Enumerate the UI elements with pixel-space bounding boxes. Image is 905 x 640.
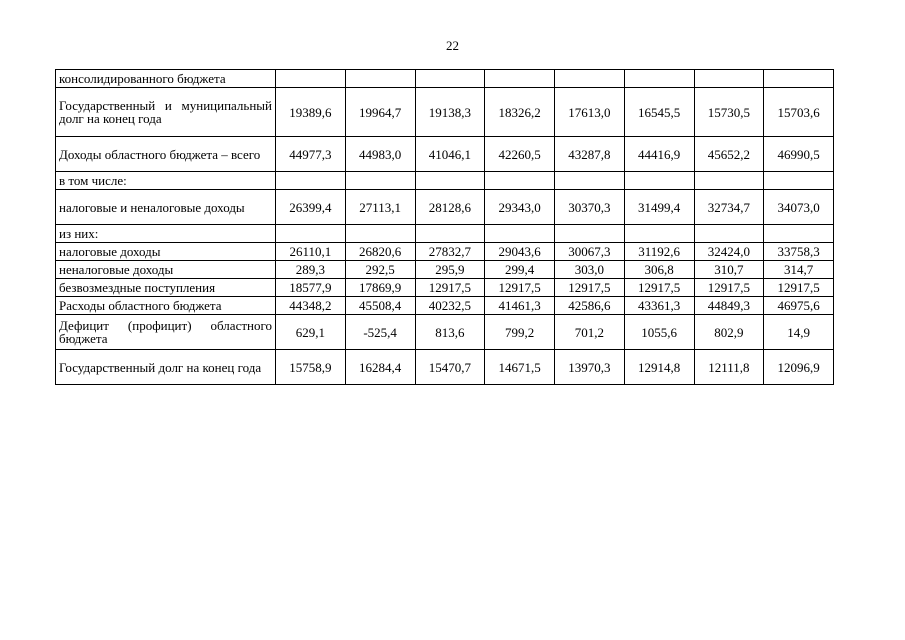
table-cell: 813,6 — [415, 315, 485, 350]
table-cell: 292,5 — [345, 261, 415, 279]
row-label: из них: — [56, 225, 276, 243]
row-label: неналоговые доходы — [56, 261, 276, 279]
table-cell — [485, 225, 555, 243]
row-label: Расходы областного бюджета — [56, 297, 276, 315]
table-cell: 16284,4 — [345, 350, 415, 385]
table-row — [56, 225, 834, 243]
table-cell: 701,2 — [555, 315, 625, 350]
table-cell: 303,0 — [555, 261, 625, 279]
row-label: налоговые и неналоговые доходы — [56, 190, 276, 225]
table-cell — [555, 225, 625, 243]
table-cell: 12917,5 — [485, 279, 555, 297]
table-cell — [415, 70, 485, 88]
table-cell: 802,9 — [694, 315, 764, 350]
table-cell: 31499,4 — [624, 190, 694, 225]
table-cell — [345, 225, 415, 243]
table-cell: 44416,9 — [624, 137, 694, 172]
table-cell: 46990,5 — [764, 137, 834, 172]
table-cell: 31192,6 — [624, 243, 694, 261]
table-row — [56, 172, 834, 190]
table-cell: 314,7 — [764, 261, 834, 279]
table-cell: 44849,3 — [694, 297, 764, 315]
table-cell — [764, 225, 834, 243]
row-label: налоговые доходы — [56, 243, 276, 261]
table-cell: 12917,5 — [415, 279, 485, 297]
table-row — [56, 190, 834, 225]
page-number: 22 — [446, 38, 459, 53]
table-cell: 17613,0 — [555, 88, 625, 137]
table-cell — [764, 172, 834, 190]
table-cell: 799,2 — [485, 315, 555, 350]
table-cell — [694, 225, 764, 243]
table-cell: 15703,6 — [764, 88, 834, 137]
table-cell: 27832,7 — [415, 243, 485, 261]
table-cell — [276, 70, 346, 88]
table-cell — [485, 172, 555, 190]
table-cell: 28128,6 — [415, 190, 485, 225]
table-cell: 12917,5 — [624, 279, 694, 297]
table-cell — [345, 70, 415, 88]
table-row — [56, 315, 834, 350]
table-cell: 289,3 — [276, 261, 346, 279]
table-cell: 12917,5 — [764, 279, 834, 297]
table-cell — [624, 225, 694, 243]
table-cell: 44983,0 — [345, 137, 415, 172]
row-label: в том числе: — [56, 172, 276, 190]
table-cell: 27113,1 — [345, 190, 415, 225]
table-cell — [764, 70, 834, 88]
table-row — [56, 70, 834, 88]
table-cell: 15470,7 — [415, 350, 485, 385]
table-row — [56, 261, 834, 279]
table-cell: 26110,1 — [276, 243, 346, 261]
table-cell: 32734,7 — [694, 190, 764, 225]
table-cell — [555, 70, 625, 88]
table-row — [56, 350, 834, 385]
table-cell: 30067,3 — [555, 243, 625, 261]
table-cell: 19389,6 — [276, 88, 346, 137]
table-cell: 1055,6 — [624, 315, 694, 350]
table-cell — [624, 172, 694, 190]
table-cell: 15758,9 — [276, 350, 346, 385]
table-cell — [276, 225, 346, 243]
table-cell: 26399,4 — [276, 190, 346, 225]
table-cell: 14671,5 — [485, 350, 555, 385]
table-cell: 12917,5 — [694, 279, 764, 297]
row-label: Государственный долг на конец года — [56, 350, 276, 385]
table-cell: 33758,3 — [764, 243, 834, 261]
table-cell: 45652,2 — [694, 137, 764, 172]
table-cell: 42586,6 — [555, 297, 625, 315]
table-cell: 12096,9 — [764, 350, 834, 385]
table-cell: 41046,1 — [415, 137, 485, 172]
table-row — [56, 297, 834, 315]
row-label: безвозмездные поступления — [56, 279, 276, 297]
table-cell: 32424,0 — [694, 243, 764, 261]
table-cell: 29043,6 — [485, 243, 555, 261]
table-cell: 44977,3 — [276, 137, 346, 172]
table-cell: 19964,7 — [345, 88, 415, 137]
table-cell — [276, 172, 346, 190]
table-row — [56, 279, 834, 297]
table-cell: 30370,3 — [555, 190, 625, 225]
row-label: Государственный и муниципальный долг на конец года — [56, 88, 276, 137]
table-cell — [415, 172, 485, 190]
table-cell: 299,4 — [485, 261, 555, 279]
table-cell: 26820,6 — [345, 243, 415, 261]
table-cell — [694, 70, 764, 88]
table-cell: 40232,5 — [415, 297, 485, 315]
table-cell: 42260,5 — [485, 137, 555, 172]
table-cell: 15730,5 — [694, 88, 764, 137]
table-row — [56, 88, 834, 137]
table-cell: 295,9 — [415, 261, 485, 279]
table-cell: 44348,2 — [276, 297, 346, 315]
table-cell: 18577,9 — [276, 279, 346, 297]
budget-table — [55, 69, 834, 385]
table-cell: -525,4 — [345, 315, 415, 350]
table-cell: 18326,2 — [485, 88, 555, 137]
table-cell: 17869,9 — [345, 279, 415, 297]
table-cell: 16545,5 — [624, 88, 694, 137]
table-cell: 43361,3 — [624, 297, 694, 315]
table-cell: 12914,8 — [624, 350, 694, 385]
row-label: Доходы областного бюджета – всего — [56, 137, 276, 172]
table-row — [56, 137, 834, 172]
table-cell — [345, 172, 415, 190]
table-cell: 310,7 — [694, 261, 764, 279]
table-cell — [415, 225, 485, 243]
table-cell: 29343,0 — [485, 190, 555, 225]
table-cell — [694, 172, 764, 190]
table-cell: 19138,3 — [415, 88, 485, 137]
table-cell: 12111,8 — [694, 350, 764, 385]
table-cell: 34073,0 — [764, 190, 834, 225]
table-cell: 12917,5 — [555, 279, 625, 297]
row-label: консолидированного бюджета — [56, 70, 276, 88]
table-cell — [485, 70, 555, 88]
table-cell: 45508,4 — [345, 297, 415, 315]
table-cell: 13970,3 — [555, 350, 625, 385]
table-cell: 46975,6 — [764, 297, 834, 315]
table-cell — [624, 70, 694, 88]
table-cell: 629,1 — [276, 315, 346, 350]
table-cell: 41461,3 — [485, 297, 555, 315]
table-cell: 306,8 — [624, 261, 694, 279]
row-label: Дефицит (профицит) областного бюджета — [56, 315, 276, 350]
table-cell — [555, 172, 625, 190]
table-cell: 14,9 — [764, 315, 834, 350]
table-cell: 43287,8 — [555, 137, 625, 172]
table-row — [56, 243, 834, 261]
